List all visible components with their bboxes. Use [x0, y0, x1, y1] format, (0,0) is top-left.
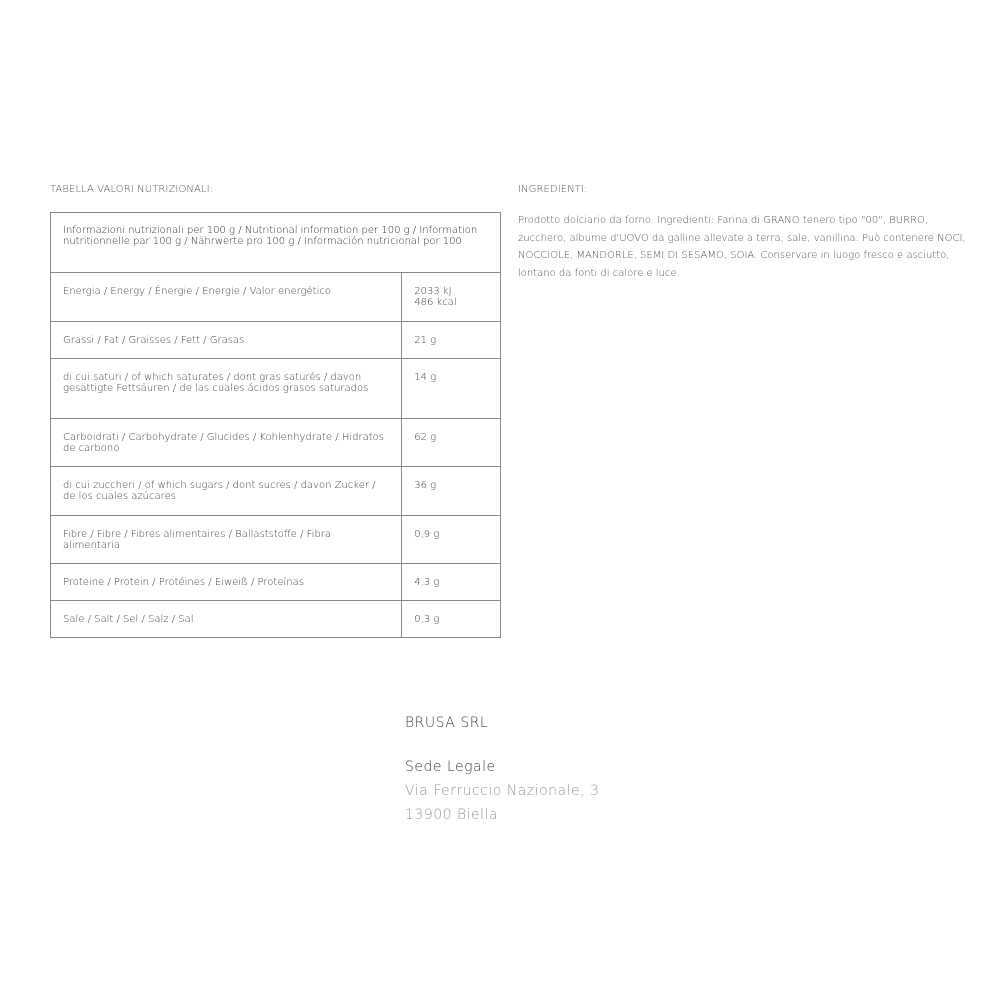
nutrient-label: Carboidrati / Carbohydrate / Glucides / Kohlenhydrate / Hidratos de carbono — [51, 419, 402, 467]
nutrient-label: Fibre / Fibre / Fibres alimentaires / Ballaststoffe / Fibra alimentaria — [51, 516, 402, 564]
address-city: 13900 Biella — [405, 807, 499, 823]
nutrient-value: 14 g — [402, 359, 501, 419]
table-row-fibre — [51, 516, 501, 564]
table-row-fat — [51, 322, 501, 359]
nutrition-table-header: Informazioni nutrizionali per 100 g / Nutritional information per 100 g / Information nutritionnelle par 100 g / Nährwerte pro 100 g / Información nutricional por 100 — [51, 213, 501, 273]
registered-office-label: Sede Legale — [405, 759, 496, 775]
address-street: Via Ferruccio Nazionale, 3 — [405, 783, 600, 799]
nutrient-label: Grassi / Fat / Graisses / Fett / Grasas — [51, 322, 402, 359]
table-row-saturates — [51, 359, 501, 419]
nutrition-table-header-row — [51, 213, 501, 273]
nutrient-label: Sale / Salt / Sel / Salz / Sal — [51, 601, 402, 638]
company-block — [405, 713, 599, 825]
table-row-salt — [51, 601, 501, 638]
nutrient-label: di cui zuccheri / of which sugars / dont sucres / davon Zucker / de los cuales azúcares — [51, 467, 402, 516]
nutrient-value: 21 g — [402, 322, 501, 359]
nutrition-table — [50, 212, 501, 638]
nutrient-value: 62 g — [402, 419, 501, 467]
energy-kj-value: 2033 kJ — [414, 286, 452, 297]
nutrient-value: 36 g — [402, 467, 501, 516]
energy-kcal-value: 486 kcal — [414, 297, 457, 308]
table-row-energy — [51, 273, 501, 322]
ingredients-heading: INGREDIENTI: — [518, 184, 588, 195]
nutrient-value — [402, 273, 501, 322]
ingredients-text: Prodotto dolciario da forno. Ingredienti: Farina di GRANO tenero tipo "00", BURRO, zucchero, albume d'UOVO da galline allevate a terra, sale, vanillina. Può contenere NOCI, NOCCIOLE, MANDORLE, SEMI DI SESAMO, SOIA. Conservare in luogo fresco e asciutto, lontano da fonti di calore e luce. — [518, 215, 966, 279]
nutrient-label: Proteine / Protein / Protéines / Eiweiß / Proteínas — [51, 564, 402, 601]
nutrition-heading: TABELLA VALORI NUTRIZIONALI: — [50, 184, 214, 195]
nutrient-value: 0,9 g — [402, 516, 501, 564]
company-name: BRUSA SRL — [405, 715, 489, 731]
table-row-carbohydrate — [51, 419, 501, 467]
table-row-sugars — [51, 467, 501, 516]
nutrient-label: di cui saturi / of which saturates / dont gras saturés / davon gesättigte Fettsäuren / de las cuales ácidos grasos saturados — [51, 359, 402, 419]
nutrient-value: 0,3 g — [402, 601, 501, 638]
table-row-protein — [51, 564, 501, 601]
nutrient-value: 4,3 g — [402, 564, 501, 601]
nutrient-label: Energia / Energy / Énergie / Energie / Valor energético — [51, 273, 402, 322]
